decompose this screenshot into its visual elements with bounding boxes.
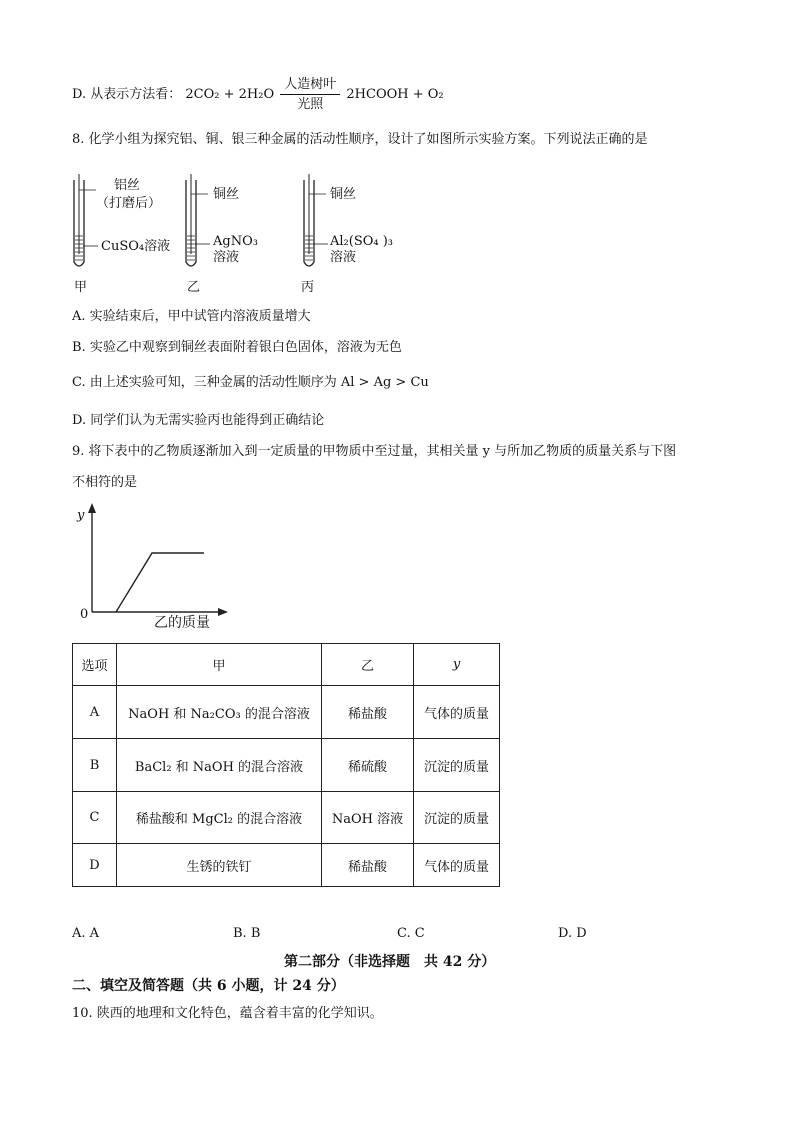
tube-bing-solution: Al₂(SO₄ )₃ [330, 234, 394, 249]
tube-yi-solution: AgNO₃ [213, 234, 258, 249]
q7-option-d [72, 76, 444, 113]
reaction-condition [280, 76, 340, 113]
table-cell: 稀硫酸 [322, 739, 414, 792]
part2-title: 第二部分（非选择题 共 42 分） [284, 954, 496, 970]
q8-option-a: A. 实验结束后，甲中试管内溶液质量增大 [72, 309, 311, 324]
condition-bar [280, 94, 340, 95]
table-row [73, 739, 500, 792]
q9-stem-line2: 不相符的是 [72, 475, 138, 490]
table-cell: 沉淀的质量 [414, 792, 500, 844]
table-cell: 稀盐酸 [322, 686, 414, 739]
table-cell: 气体的质量 [414, 844, 500, 887]
table-row [73, 844, 500, 887]
q8-option-b: B. 实验乙中观察到铜丝表面附着银白色固体，溶液为无色 [72, 340, 402, 355]
graph-x-label: 乙的质量 [154, 615, 210, 631]
tube-jia-solution: CuSO₄溶液 [101, 239, 171, 254]
q8-stem: 8. 化学小组为探究铝、铜、银三种金属的活动性顺序，设计了如图所示实验方案。下列说法正确的是 [72, 132, 648, 147]
table-cell: 气体的质量 [414, 686, 500, 739]
table-cell: 生锈的铁钉 [117, 844, 322, 887]
q8-option-c: C. 由上述实验可知，三种金属的活动性顺序为 Al > Ag > Cu [72, 375, 429, 390]
graph-origin: 0 [80, 607, 89, 622]
q7-option-d-prefix: D. 从表示方法看： [72, 87, 182, 102]
tube-bing-icon [304, 174, 328, 266]
q9-answer-c: C. C [397, 926, 425, 941]
tube-jia-name: 甲 [74, 280, 88, 295]
tube-yi-wire: 铜丝 [213, 187, 240, 202]
condition-bottom: 光照 [297, 97, 324, 112]
graph-y-label: y [77, 508, 85, 523]
y-axis-arrow-icon [88, 503, 96, 513]
tube-jia-wire: 铝丝 [114, 178, 141, 193]
table-cell: NaOH 溶液 [322, 792, 414, 844]
table-row [73, 686, 500, 739]
table-row [73, 792, 500, 844]
tube-bing-solution-line2: 溶液 [330, 250, 357, 265]
table-cell: C [73, 792, 117, 844]
table-cell: A [73, 686, 117, 739]
q9-options-table [72, 643, 500, 887]
tube-bing-wire: 铜丝 [330, 187, 357, 202]
tube-yi-icon [186, 174, 210, 266]
tube-bing-name: 丙 [301, 280, 315, 295]
tube-yi-solution-line2: 溶液 [213, 250, 240, 265]
tube-yi-name: 乙 [187, 280, 201, 295]
section-title: 二、填空及简答题（共 6 小题，计 24 分） [72, 978, 345, 994]
q10-stem: 10. 陕西的地理和文化特色，蕴含着丰富的化学知识。 [72, 1006, 383, 1021]
x-axis-arrow-icon [218, 608, 228, 616]
table-cell: D [73, 844, 117, 887]
header-cell: 选项 [73, 644, 117, 686]
equation-lhs: 2CO₂ + 2H₂O [185, 87, 275, 102]
q9-answer-a: A. A [72, 926, 100, 941]
q9-answer-b: B. B [233, 926, 261, 941]
table-cell: 沉淀的质量 [414, 739, 500, 792]
header-cell: 甲 [117, 644, 322, 686]
table-cell: 稀盐酸和 MgCl₂ 的混合溶液 [117, 792, 322, 844]
q8-option-d: D. 同学们认为无需实验丙也能得到正确结论 [72, 413, 325, 428]
condition-top: 人造树叶 [284, 77, 337, 92]
q9-stem-line1: 9. 将下表中的乙物质逐渐加入到一定质量的甲物质中至过量，其相关量 y 与所加乙物质的质量关系与下图 [72, 444, 677, 459]
table-cell: BaCl₂ 和 NaOH 的混合溶液 [117, 739, 322, 792]
graph-curve [116, 553, 204, 612]
q9-answer-d: D. D [558, 926, 587, 941]
table-cell: B [73, 739, 117, 792]
table-cell: NaOH 和 Na₂CO₃ 的混合溶液 [117, 686, 322, 739]
tube-jia-wire-note: （打磨后） [96, 196, 162, 211]
equation-rhs: 2HCOOH + O₂ [346, 87, 444, 102]
table-header-row [73, 644, 500, 686]
header-cell: y [414, 644, 500, 686]
header-cell: 乙 [322, 644, 414, 686]
table-cell: 稀盐酸 [322, 844, 414, 887]
tube-jia-icon [74, 174, 98, 266]
